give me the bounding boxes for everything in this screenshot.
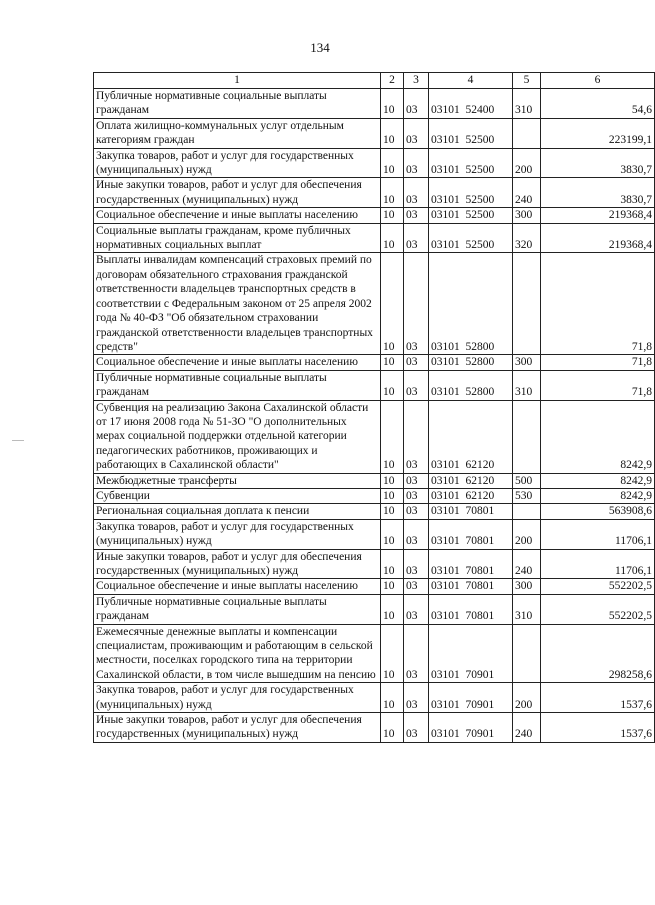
cell-target-code: 03101 52800 bbox=[429, 370, 513, 400]
table-row bbox=[94, 579, 655, 594]
cell-name: Субвенции bbox=[94, 488, 381, 503]
cell-expense-type bbox=[513, 624, 541, 683]
cell-name: Закупка товаров, работ и услуг для государственных (муниципальных) нужд bbox=[94, 683, 381, 713]
cell-name: Выплаты инвалидам компенсаций страховых премий по договорам обязательного страхования гражданской ответственности владельцев транспортных средств в соответствии с Федеральным законом от 25 апреля 2002 года № 40-ФЗ "Об обязательном страховании гражданской ответственности владельцев транспортных средств" bbox=[94, 253, 381, 355]
cell-amount: 563908,6 bbox=[541, 504, 655, 519]
cell-section: 10 bbox=[381, 473, 404, 488]
cell-expense-type: 240 bbox=[513, 713, 541, 743]
cell-subsection: 03 bbox=[404, 713, 429, 743]
cell-section: 10 bbox=[381, 519, 404, 549]
cell-expense-type: 310 bbox=[513, 89, 541, 119]
cell-target-code: 03101 62120 bbox=[429, 473, 513, 488]
cell-name: Социальное обеспечение и иные выплаты населению bbox=[94, 355, 381, 370]
cell-name: Субвенция на реализацию Закона Сахалинской области от 17 июня 2008 года № 51-ЗО "О дополнительных мерах социальной поддержки отдельной категории педагогических работников, проживающих и работающих в Сахалинской области" bbox=[94, 400, 381, 473]
cell-expense-type bbox=[513, 504, 541, 519]
cell-expense-type bbox=[513, 253, 541, 355]
cell-name: Ежемесячные денежные выплаты и компенсации специалистам, проживающим и работающим в сельской местности, поселках городского типа на территории Сахалинской области, в том числе вышедшим на пенсию bbox=[94, 624, 381, 683]
cell-target-code: 03101 70801 bbox=[429, 504, 513, 519]
cell-section: 10 bbox=[381, 253, 404, 355]
cell-section: 10 bbox=[381, 223, 404, 253]
cell-expense-type: 320 bbox=[513, 223, 541, 253]
cell-section: 10 bbox=[381, 355, 404, 370]
cell-amount: 71,8 bbox=[541, 355, 655, 370]
cell-amount: 8242,9 bbox=[541, 488, 655, 503]
header-col-4: 4 bbox=[429, 73, 513, 89]
cell-name: Закупка товаров, работ и услуг для государственных (муниципальных) нужд bbox=[94, 519, 381, 549]
cell-subsection: 03 bbox=[404, 473, 429, 488]
cell-target-code: 03101 70801 bbox=[429, 549, 513, 579]
header-col-6: 6 bbox=[541, 73, 655, 89]
cell-target-code: 03101 70901 bbox=[429, 683, 513, 713]
cell-target-code: 03101 52500 bbox=[429, 208, 513, 223]
cell-subsection: 03 bbox=[404, 504, 429, 519]
cell-section: 10 bbox=[381, 89, 404, 119]
cell-subsection: 03 bbox=[404, 488, 429, 503]
cell-expense-type: 240 bbox=[513, 549, 541, 579]
cell-name: Публичные нормативные социальные выплаты гражданам bbox=[94, 594, 381, 624]
cell-section: 10 bbox=[381, 370, 404, 400]
cell-expense-type: 200 bbox=[513, 683, 541, 713]
cell-name: Социальные выплаты гражданам, кроме публичных нормативных социальных выплат bbox=[94, 223, 381, 253]
cell-amount: 223199,1 bbox=[541, 118, 655, 148]
table-row bbox=[94, 713, 655, 743]
cell-target-code: 03101 70801 bbox=[429, 519, 513, 549]
cell-subsection: 03 bbox=[404, 683, 429, 713]
header-row bbox=[94, 73, 655, 89]
header-col-2: 2 bbox=[381, 73, 404, 89]
page-number: 134 bbox=[310, 40, 330, 55]
table-row bbox=[94, 355, 655, 370]
cell-amount: 71,8 bbox=[541, 370, 655, 400]
cell-expense-type: 530 bbox=[513, 488, 541, 503]
table-row bbox=[94, 473, 655, 488]
cell-subsection: 03 bbox=[404, 178, 429, 208]
cell-target-code: 03101 70801 bbox=[429, 579, 513, 594]
cell-section: 10 bbox=[381, 713, 404, 743]
cell-name: Региональная социальная доплата к пенсии bbox=[94, 504, 381, 519]
cell-subsection: 03 bbox=[404, 594, 429, 624]
cell-section: 10 bbox=[381, 594, 404, 624]
table-row bbox=[94, 549, 655, 579]
cell-expense-type: 500 bbox=[513, 473, 541, 488]
cell-name: Публичные нормативные социальные выплаты гражданам bbox=[94, 370, 381, 400]
cell-subsection: 03 bbox=[404, 223, 429, 253]
cell-amount: 3830,7 bbox=[541, 178, 655, 208]
cell-amount: 11706,1 bbox=[541, 519, 655, 549]
cell-section: 10 bbox=[381, 400, 404, 473]
cell-subsection: 03 bbox=[404, 148, 429, 178]
cell-expense-type: 200 bbox=[513, 519, 541, 549]
table-body bbox=[94, 89, 655, 743]
cell-target-code: 03101 62120 bbox=[429, 488, 513, 503]
cell-expense-type: 300 bbox=[513, 208, 541, 223]
budget-table bbox=[93, 72, 655, 743]
table-row bbox=[94, 519, 655, 549]
cell-section: 10 bbox=[381, 683, 404, 713]
cell-target-code: 03101 70801 bbox=[429, 594, 513, 624]
cell-target-code: 03101 52800 bbox=[429, 253, 513, 355]
cell-subsection: 03 bbox=[404, 89, 429, 119]
header-col-5: 5 bbox=[513, 73, 541, 89]
table-row bbox=[94, 118, 655, 148]
cell-target-code: 03101 52400 bbox=[429, 89, 513, 119]
scan-artifact bbox=[12, 440, 24, 441]
cell-section: 10 bbox=[381, 178, 404, 208]
cell-expense-type: 240 bbox=[513, 178, 541, 208]
cell-expense-type: 300 bbox=[513, 579, 541, 594]
cell-amount: 552202,5 bbox=[541, 579, 655, 594]
cell-subsection: 03 bbox=[404, 519, 429, 549]
cell-name: Социальное обеспечение и иные выплаты населению bbox=[94, 579, 381, 594]
cell-section: 10 bbox=[381, 148, 404, 178]
cell-section: 10 bbox=[381, 504, 404, 519]
cell-amount: 71,8 bbox=[541, 253, 655, 355]
table-row bbox=[94, 624, 655, 683]
cell-amount: 3830,7 bbox=[541, 148, 655, 178]
table-row bbox=[94, 253, 655, 355]
cell-subsection: 03 bbox=[404, 253, 429, 355]
table-row bbox=[94, 208, 655, 223]
cell-subsection: 03 bbox=[404, 400, 429, 473]
cell-amount: 1537,6 bbox=[541, 683, 655, 713]
cell-name: Иные закупки товаров, работ и услуг для обеспечения государственных (муниципальных) нужд bbox=[94, 549, 381, 579]
cell-amount: 54,6 bbox=[541, 89, 655, 119]
cell-amount: 8242,9 bbox=[541, 473, 655, 488]
cell-subsection: 03 bbox=[404, 118, 429, 148]
cell-section: 10 bbox=[381, 624, 404, 683]
table-row bbox=[94, 148, 655, 178]
cell-amount: 8242,9 bbox=[541, 400, 655, 473]
cell-amount: 11706,1 bbox=[541, 549, 655, 579]
cell-section: 10 bbox=[381, 579, 404, 594]
cell-expense-type: 310 bbox=[513, 370, 541, 400]
cell-expense-type: 310 bbox=[513, 594, 541, 624]
cell-target-code: 03101 70901 bbox=[429, 713, 513, 743]
cell-target-code: 03101 62120 bbox=[429, 400, 513, 473]
cell-name: Закупка товаров, работ и услуг для государственных (муниципальных) нужд bbox=[94, 148, 381, 178]
table-row bbox=[94, 400, 655, 473]
cell-target-code: 03101 52800 bbox=[429, 355, 513, 370]
cell-section: 10 bbox=[381, 488, 404, 503]
header-col-1: 1 bbox=[94, 73, 381, 89]
table-row bbox=[94, 223, 655, 253]
table-row bbox=[94, 594, 655, 624]
cell-amount: 298258,6 bbox=[541, 624, 655, 683]
header-col-3: 3 bbox=[404, 73, 429, 89]
cell-name: Оплата жилищно-коммунальных услуг отдельным категориям граждан bbox=[94, 118, 381, 148]
cell-subsection: 03 bbox=[404, 355, 429, 370]
cell-target-code: 03101 52500 bbox=[429, 223, 513, 253]
cell-subsection: 03 bbox=[404, 549, 429, 579]
cell-target-code: 03101 52500 bbox=[429, 178, 513, 208]
cell-amount: 219368,4 bbox=[541, 223, 655, 253]
cell-name: Публичные нормативные социальные выплаты гражданам bbox=[94, 89, 381, 119]
cell-expense-type: 300 bbox=[513, 355, 541, 370]
cell-target-code: 03101 70901 bbox=[429, 624, 513, 683]
cell-section: 10 bbox=[381, 118, 404, 148]
table-row bbox=[94, 683, 655, 713]
cell-subsection: 03 bbox=[404, 579, 429, 594]
cell-target-code: 03101 52500 bbox=[429, 148, 513, 178]
cell-amount: 1537,6 bbox=[541, 713, 655, 743]
table-row bbox=[94, 178, 655, 208]
cell-name: Иные закупки товаров, работ и услуг для обеспечения государственных (муниципальных) нужд bbox=[94, 713, 381, 743]
table-row bbox=[94, 504, 655, 519]
cell-expense-type bbox=[513, 400, 541, 473]
table-row bbox=[94, 488, 655, 503]
cell-amount: 219368,4 bbox=[541, 208, 655, 223]
table-row bbox=[94, 89, 655, 119]
cell-target-code: 03101 52500 bbox=[429, 118, 513, 148]
cell-expense-type: 200 bbox=[513, 148, 541, 178]
table-row bbox=[94, 370, 655, 400]
cell-section: 10 bbox=[381, 208, 404, 223]
cell-name: Социальное обеспечение и иные выплаты населению bbox=[94, 208, 381, 223]
cell-name: Межбюджетные трансферты bbox=[94, 473, 381, 488]
cell-subsection: 03 bbox=[404, 208, 429, 223]
cell-amount: 552202,5 bbox=[541, 594, 655, 624]
cell-section: 10 bbox=[381, 549, 404, 579]
cell-subsection: 03 bbox=[404, 370, 429, 400]
cell-subsection: 03 bbox=[404, 624, 429, 683]
cell-name: Иные закупки товаров, работ и услуг для обеспечения государственных (муниципальных) нужд bbox=[94, 178, 381, 208]
cell-expense-type bbox=[513, 118, 541, 148]
